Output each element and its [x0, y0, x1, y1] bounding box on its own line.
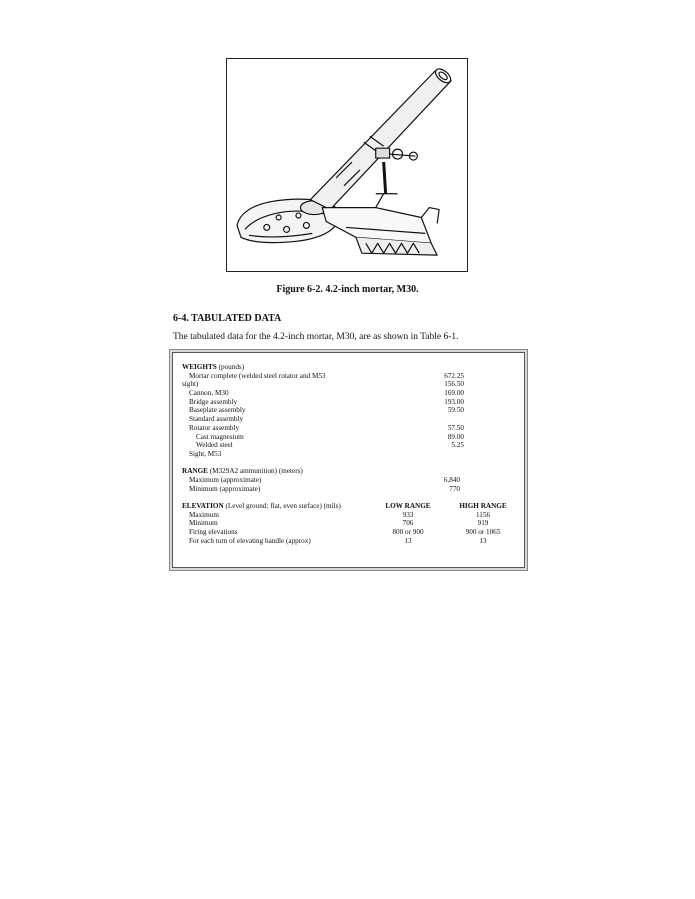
weights-title: WEIGHTS [182, 363, 217, 371]
elevation-header [182, 502, 515, 511]
table-row: Minimum (approximate) 770 [189, 484, 460, 493]
table-row: Minimum 706 919 [189, 519, 489, 528]
elevation-title: ELEVATION [182, 502, 224, 510]
figure-frame [226, 58, 468, 272]
range-title: RANGE [182, 467, 208, 476]
weights-unit: (pounds) [216, 363, 245, 371]
range-unit: (M329A2 ammunition) (meters) [207, 467, 303, 476]
table-row: For each turn of elevating handle (approx) 13 13 [189, 536, 487, 545]
table-row: Maximum (approximate) 6,840 [189, 475, 460, 484]
table-row: Rotator assembly 57.50 [189, 423, 464, 432]
figure-caption: Figure 6-2. 4.2-inch mortar, M30. [276, 284, 419, 295]
table-row: Firing elevations 800 or 900 900 or 1065 [189, 528, 501, 537]
table-row: Bridge assembly 193.00 [189, 397, 464, 406]
low-range-header: LOW RANGE [385, 502, 431, 510]
table-row: Cast magnesium 89.00 [196, 432, 464, 441]
section-heading: 6-4. TABULATED DATA [173, 313, 282, 324]
table-row: Sight, M53 [189, 449, 222, 458]
table-row: Cannon, M30 169.00 [189, 389, 464, 398]
elevation-unit: (Level ground; flat, even surface) (mils) [223, 502, 341, 510]
table-row: Mortar complete (welded steel rotator and M53 672.25 [189, 371, 464, 380]
table-row: Standard assembly [189, 415, 244, 424]
tabulated-data-table [172, 352, 525, 568]
table-row: Maximum 933 1156 [189, 510, 491, 519]
high-range-header: HIGH RANGE [459, 502, 507, 510]
range-header [182, 467, 515, 476]
table-row: Welded steel 5.25 [196, 441, 464, 450]
intro-paragraph: The tabulated data for the 4.2-inch mortar, M30, are as shown in Table 6-1. [173, 332, 459, 342]
weights-header [182, 363, 515, 372]
table-row: Baseplate assembly 59.50 [189, 406, 464, 415]
mortar-illustration [227, 59, 467, 271]
table-row: sight) 156.50 [182, 380, 464, 389]
